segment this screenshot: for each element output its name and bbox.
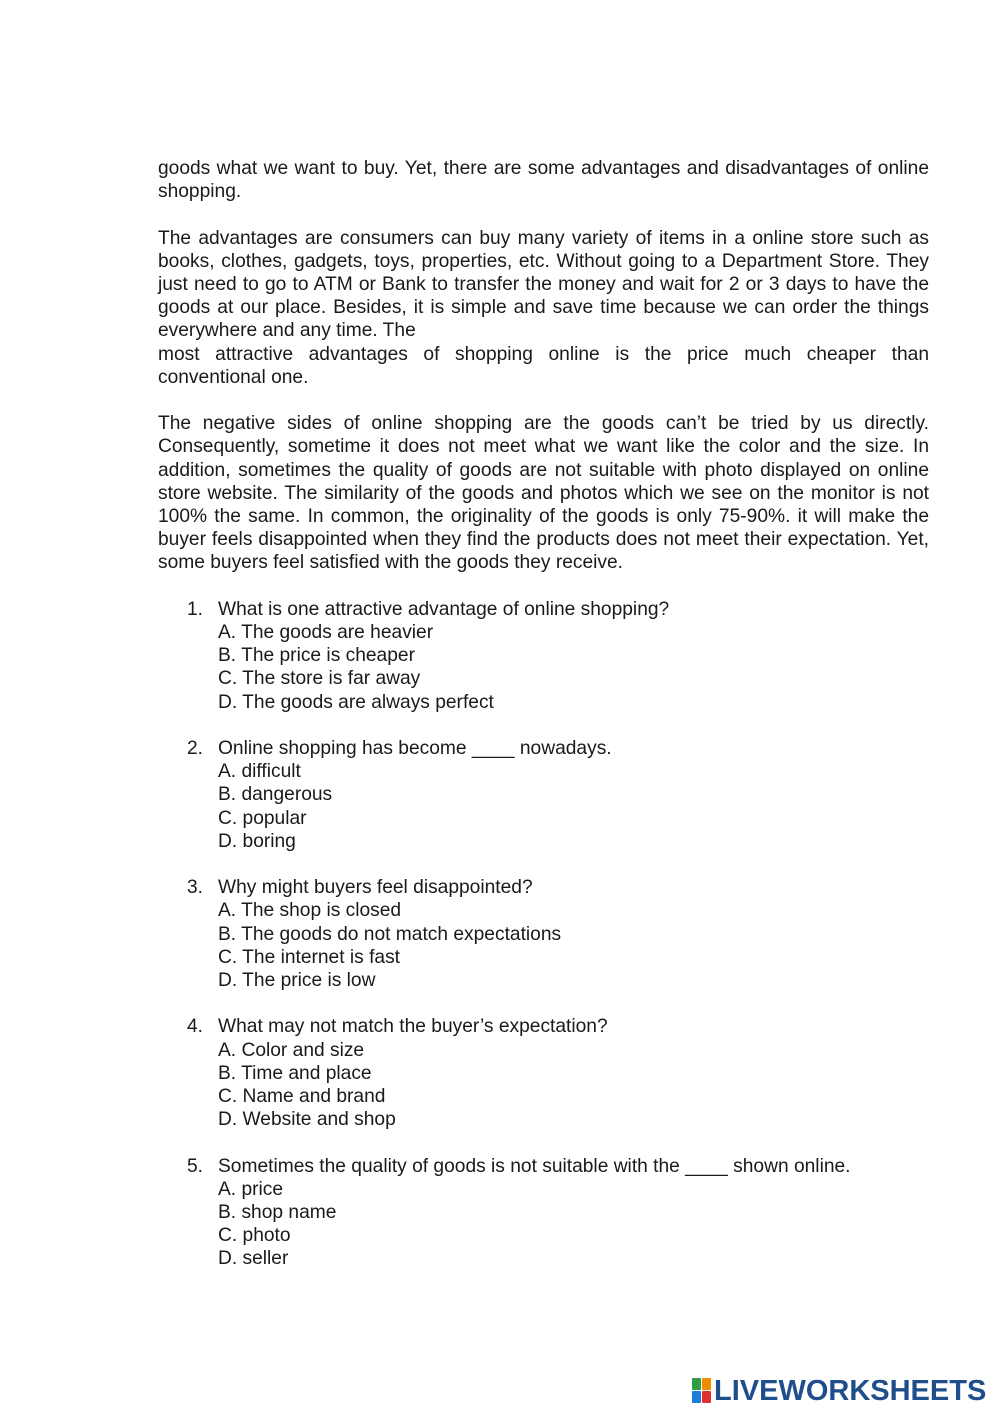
answer-option: B. The goods do not match expectations (218, 923, 562, 945)
question-number: 3. (187, 877, 204, 899)
paragraph-line: The negative sides of online shopping are the goods can’t be tried by us directly. Consequently, sometime it does not meet what we want like the color and the size. In addition, sometimes the quality of goods are not suitable with photo displayed on online store website. The similarity of the goods and photos which we see on the monitor is not 100% the same. In common, the originality of the goods is only 75-90%. it will make the buyer feels disappointed when they find the products does not meet their expectation. Yet, some buyers feel satisfied with the goods they receive. (158, 413, 929, 574)
answer-option: A. The shop is closed (218, 900, 402, 922)
question-1 (158, 598, 929, 714)
answer-option: D. boring (218, 830, 296, 852)
advantages-paragraph (158, 227, 929, 389)
question-5 (158, 1155, 929, 1271)
question-list (158, 598, 929, 1271)
question-text: Why might buyers feel disappointed? (218, 877, 533, 899)
answer-option: B. dangerous (218, 784, 333, 806)
liveworksheets-logo (692, 1374, 986, 1408)
answer-option: D. The price is low (218, 970, 376, 992)
worksheet-page (158, 157, 929, 1294)
question-3 (158, 876, 929, 992)
disadvantages-paragraph (158, 412, 929, 574)
question-number: 5. (187, 1155, 204, 1177)
liveworksheets-mark-icon (692, 1378, 712, 1404)
answer-option: B. shop name (218, 1202, 337, 1224)
answer-option: C. The internet is fast (218, 946, 401, 968)
question-number: 4. (187, 1016, 204, 1038)
answer-option: D. Website and shop (218, 1109, 396, 1131)
answer-option: C. Name and brand (218, 1086, 386, 1108)
question-2 (158, 737, 929, 853)
question-4 (158, 1015, 929, 1131)
answer-option: C. photo (218, 1225, 291, 1247)
intro-paragraph (158, 157, 929, 203)
question-text: What is one attractive advantage of online shopping? (218, 598, 670, 620)
answer-option: A. The goods are heavier (218, 622, 434, 644)
paragraph-line: most attractive advantages of shopping online is the price much cheaper than conventional one. (158, 343, 929, 388)
logo-text: LIVEWORKSHEETS (714, 1375, 987, 1407)
answer-option: A. price (218, 1178, 284, 1200)
answer-option: D. seller (218, 1248, 289, 1270)
paragraph-line: goods what we want to buy. Yet, there are some advantages and disadvantages of online shopping. (158, 158, 929, 203)
answer-option: B. The price is cheaper (218, 645, 415, 667)
answer-option: C. The store is far away (218, 668, 421, 690)
question-number: 2. (187, 738, 204, 760)
question-number: 1. (187, 598, 204, 620)
answer-option: D. The goods are always perfect (218, 691, 494, 713)
answer-option: A. difficult (218, 761, 301, 783)
answer-option: B. Time and place (218, 1062, 372, 1084)
answer-option: C. popular (218, 807, 307, 829)
question-text: What may not match the buyer’s expectation? (218, 1016, 608, 1038)
paragraph-line: The advantages are consumers can buy many variety of items in a online store such as books, clothes, gadgets, toys, properties, etc. Without going to a Department Store. They just need to go to ATM or Bank to transfer the money and wait for 2 or 3 days to have the goods at our place. Besides, it is simple and save time because we can order the things everywhere and any time. The (158, 227, 929, 342)
question-text: Online shopping has become ____ nowadays. (218, 738, 612, 760)
question-text: Sometimes the quality of goods is not suitable with the ____ shown online. (218, 1155, 851, 1177)
answer-option: A. Color and size (218, 1039, 365, 1061)
